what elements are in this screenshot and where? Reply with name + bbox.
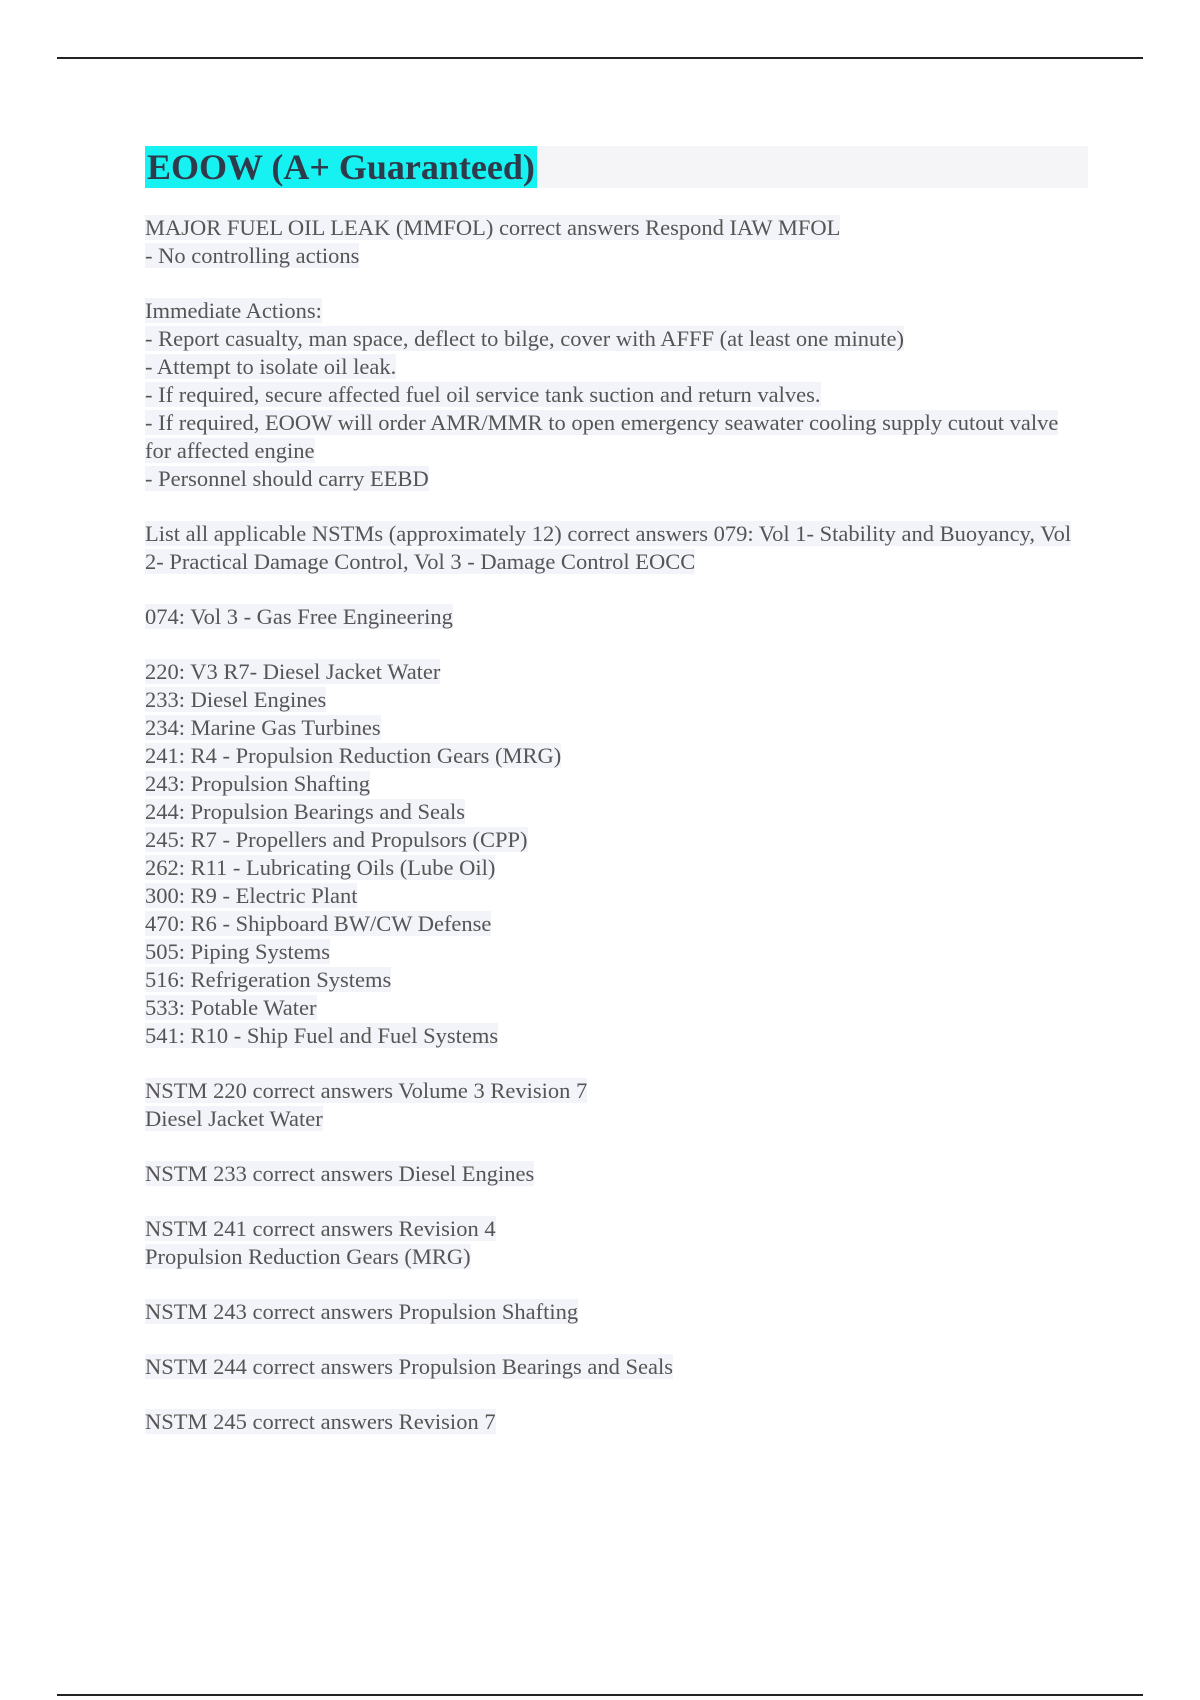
text-line-content: Propulsion Reduction Gears (MRG) bbox=[145, 1244, 471, 1269]
text-line bbox=[145, 658, 1085, 686]
text-line bbox=[145, 1243, 1085, 1271]
text-block bbox=[145, 520, 1085, 576]
document-body bbox=[145, 214, 1085, 1463]
text-block bbox=[145, 1077, 1085, 1133]
text-block bbox=[145, 214, 1085, 270]
text-block bbox=[145, 1408, 1085, 1436]
text-line bbox=[145, 1215, 1085, 1243]
text-line-content: NSTM 244 correct answers Propulsion Bearings and Seals bbox=[145, 1354, 674, 1379]
text-line-content: 074: Vol 3 - Gas Free Engineering bbox=[145, 604, 453, 629]
text-line bbox=[145, 297, 1085, 325]
text-line bbox=[145, 882, 1085, 910]
text-line bbox=[145, 214, 1085, 242]
text-line-content: NSTM 233 correct answers Diesel Engines bbox=[145, 1161, 535, 1186]
bottom-rule bbox=[57, 1694, 1143, 1696]
text-line bbox=[145, 1022, 1085, 1050]
text-block bbox=[145, 1160, 1085, 1188]
text-block bbox=[145, 1298, 1085, 1326]
text-line bbox=[145, 242, 1085, 270]
text-line bbox=[145, 353, 1085, 381]
text-line bbox=[145, 910, 1085, 938]
text-line bbox=[145, 1105, 1085, 1133]
text-line bbox=[145, 770, 1085, 798]
text-line bbox=[145, 325, 1085, 353]
text-line-content: - If required, secure affected fuel oil service tank suction and return valves. bbox=[145, 382, 821, 407]
text-line-content: 234: Marine Gas Turbines bbox=[145, 715, 381, 740]
text-line bbox=[145, 686, 1085, 714]
text-line-content: 243: Propulsion Shafting bbox=[145, 771, 371, 796]
text-line-content: 541: R10 - Ship Fuel and Fuel Systems bbox=[145, 1023, 499, 1048]
text-line-content: 300: R9 - Electric Plant bbox=[145, 883, 358, 908]
text-line-content: NSTM 241 correct answers Revision 4 bbox=[145, 1216, 496, 1241]
text-block bbox=[145, 603, 1085, 631]
text-line bbox=[145, 826, 1085, 854]
text-line bbox=[145, 381, 1085, 409]
text-line bbox=[145, 409, 1085, 465]
text-line-content: Diesel Jacket Water bbox=[145, 1106, 323, 1131]
text-line-content: - If required, EOOW will order AMR/MMR to open emergency seawater cooling supply cutout valve for affected engine bbox=[145, 410, 1059, 463]
text-line-content: 505: Piping Systems bbox=[145, 939, 331, 964]
text-line bbox=[145, 1077, 1085, 1105]
text-line-content: - No controlling actions bbox=[145, 243, 360, 268]
document-title: EOOW (A+ Guaranteed) bbox=[147, 147, 535, 187]
top-rule bbox=[57, 57, 1143, 59]
text-line-content: 533: Potable Water bbox=[145, 995, 317, 1020]
text-line-content: 470: R6 - Shipboard BW/CW Defense bbox=[145, 911, 492, 936]
text-line-content: - Personnel should carry EEBD bbox=[145, 466, 429, 491]
text-line bbox=[145, 465, 1085, 493]
text-line bbox=[145, 938, 1085, 966]
text-line-content: MAJOR FUEL OIL LEAK (MMFOL) correct answers Respond IAW MFOL bbox=[145, 215, 841, 240]
text-line-content: List all applicable NSTMs (approximately 12) correct answers 079: Vol 1- Stability and Buoyancy, Vol 2- Practical Damage Control, Vol 3 - Damage Control EOCC bbox=[145, 521, 1072, 574]
text-line bbox=[145, 1160, 1085, 1188]
text-block bbox=[145, 297, 1085, 493]
text-line-content: - Attempt to isolate oil leak. bbox=[145, 354, 397, 379]
text-line-content: 262: R11 - Lubricating Oils (Lube Oil) bbox=[145, 855, 496, 880]
text-block bbox=[145, 1353, 1085, 1381]
text-line bbox=[145, 994, 1085, 1022]
text-line-content: 241: R4 - Propulsion Reduction Gears (MRG) bbox=[145, 743, 562, 768]
text-block bbox=[145, 658, 1085, 1050]
text-line-content: - Report casualty, man space, deflect to bilge, cover with AFFF (at least one minute) bbox=[145, 326, 904, 351]
text-line-content: NSTM 245 correct answers Revision 7 bbox=[145, 1409, 496, 1434]
text-line-content: Immediate Actions: bbox=[145, 298, 322, 323]
text-line bbox=[145, 854, 1085, 882]
text-line bbox=[145, 603, 1085, 631]
text-line-content: NSTM 220 correct answers Volume 3 Revision 7 bbox=[145, 1078, 588, 1103]
text-line-content: 220: V3 R7- Diesel Jacket Water bbox=[145, 659, 441, 684]
text-line bbox=[145, 742, 1085, 770]
text-line-content: 245: R7 - Propellers and Propulsors (CPP) bbox=[145, 827, 528, 852]
text-line bbox=[145, 966, 1085, 994]
text-line-content: 516: Refrigeration Systems bbox=[145, 967, 392, 992]
text-line bbox=[145, 520, 1085, 576]
text-line bbox=[145, 1408, 1085, 1436]
text-line bbox=[145, 1298, 1085, 1326]
text-line-content: NSTM 243 correct answers Propulsion Shafting bbox=[145, 1299, 579, 1324]
text-line bbox=[145, 798, 1085, 826]
text-line-content: 244: Propulsion Bearings and Seals bbox=[145, 799, 465, 824]
text-line-content: 233: Diesel Engines bbox=[145, 687, 327, 712]
text-block bbox=[145, 1215, 1085, 1271]
text-line bbox=[145, 714, 1085, 742]
text-line bbox=[145, 1353, 1085, 1381]
